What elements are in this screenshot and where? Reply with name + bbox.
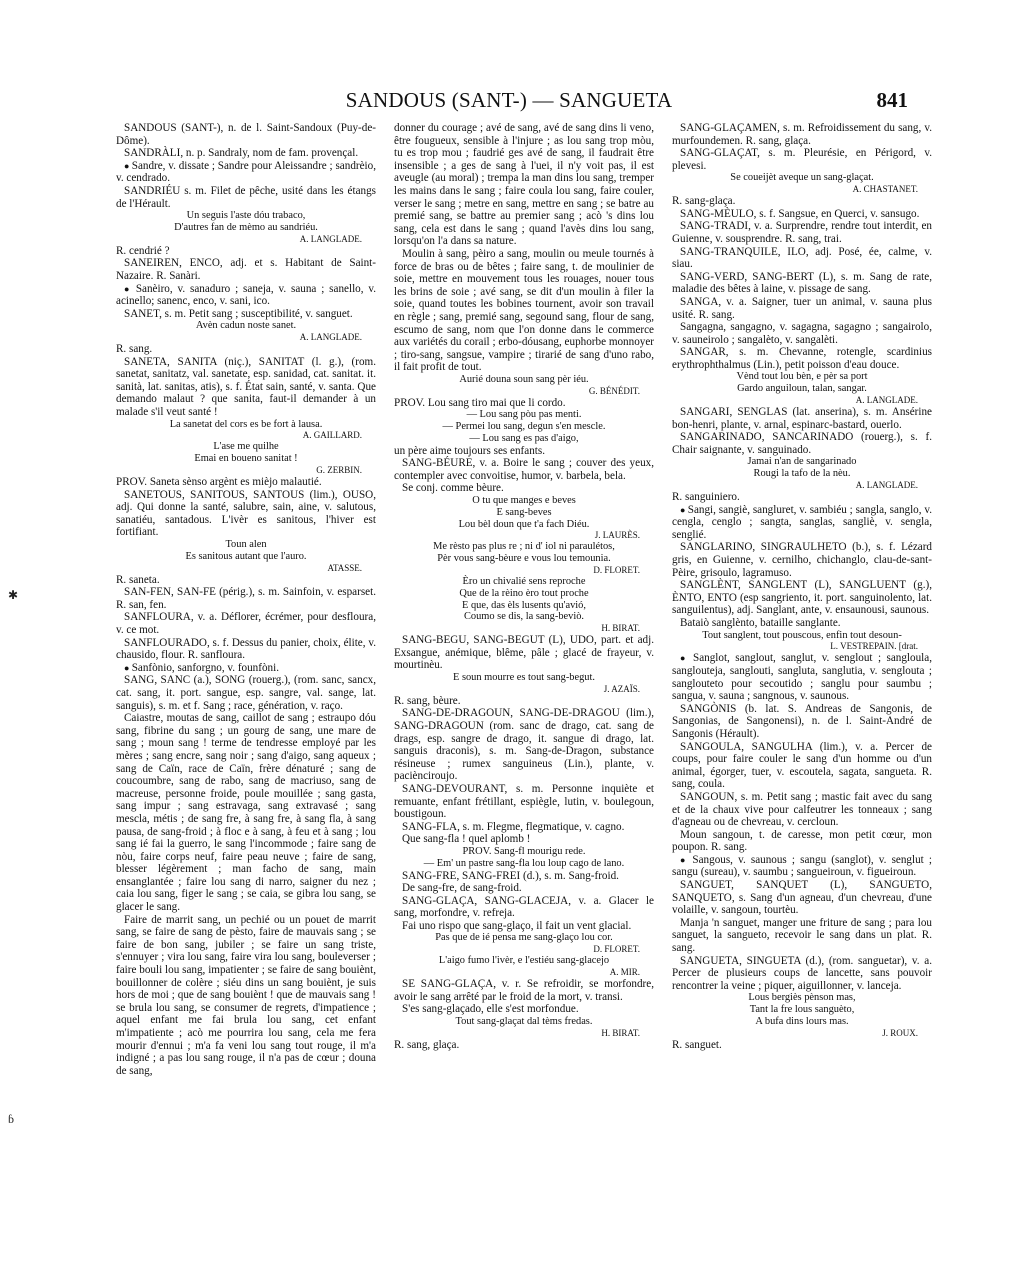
quote-line: Vènd tout lou bèn, e pèr sa port: [736, 371, 868, 383]
quote-author: D. FLORET.: [593, 944, 640, 955]
quote-line: L'ase me quilhe: [213, 441, 279, 453]
dictionary-entry: SANG-GLAÇA, SANG-GLACEJA, v. a. Glacer le sang, morfondre, v. refreja.: [394, 894, 654, 920]
quote-line: Gardo anguiloun, talan, sangar.: [737, 383, 867, 395]
quote-line: PROV. Sang-fl mourigu rede.: [462, 845, 586, 857]
dictionary-entry: R. sang-glaça.: [672, 195, 736, 208]
quote-author: G. ZERBIN.: [316, 465, 362, 476]
dictionary-entry: R. sanguiniero.: [672, 491, 740, 504]
dictionary-entry: SANETA, SANITA (niç.), SANITAT (l. g.), (rom. sanetat, sanitatz, val. sanetate, esp. sanidad, cat. sanitat. it. sanità, lat. sanitas, atis), s. f. État sain, santé, v. santa. Que demando malaut ? que sanita, faut-il demander à un malade s'il veut santé !: [116, 355, 376, 419]
dictionary-entry: SANGLARINO, SINGRAULHETO (b.), s. f. Lézard gris, en Guienne, v. cernilho, chichanglo, clau-de-sant-Pèire, grisoulo, lagramuso.: [672, 541, 932, 579]
dictionary-entry: R. cendrié ?: [116, 244, 170, 257]
quote-line: E soun mourre es tout sang-begut.: [453, 671, 595, 683]
dictionary-entry: Sangagna, sangagno, v. sagagna, sagagno ; sangairolo, v. sauneirolo ; sangalèto, v. sangalèti.: [672, 321, 932, 346]
dictionary-entry: Caiastre, moutas de sang, caillot de sang ; estraupo dóu sang, fibrine du sang ; un gourg de sang, une mare de sang ; moun sang ! terme de tendresse employé par les mères ; sang encre, sang noir ; sang d'aigo, sang aqueux ; sang de Caïn, race de Caïn, frère dénaturé ; sang de coucoumbre, sang de rabo, sang de macriuso, sang de macreuse, personne froide, poule mouillée ; sang gasta, sang impur ; sang estravaga, sang extravasé ; sang mescla, métis ; de sang fre, à sang fre, à sang fla, à sang pausa, de sang-froid ; à floc e à sang, à feu et à sang ; lou sang ié fai la guerro, le sang l'incommode ; faire sang de nòu, faire corps neuf, faire peau neuve ; faire de sang, blesser légèrement ; man facho de sang, main ensanglantée ; faire lou sang di narro, saigner du nez ; caia lou sang, figer le sang ; se caia, se gibra lou sang, se glacer le sang.: [116, 712, 376, 914]
dictionary-entry: un père aime toujours ses enfants.: [394, 444, 545, 457]
dictionary-entry: SANGOULA, SANGULHA (lim.), v. a. Percer de coups, pour faire couler le sang d'un homme ou d'un animal, égorger, tuer, v. escoutela, sagata, sangueta. R. sang, coula.: [672, 740, 932, 791]
quote-line: O tu que manges e beves: [472, 495, 576, 507]
quote-author: A. LANGLADE.: [299, 233, 362, 244]
dictionary-entry: SANETOUS, SANITOUS, SANTOUS (lim.), OUSO, adj. Qui donne la santé, salubre, sain, aine, v. salutous, sanatiéu, santadous. L'ivèr es sanitous, l'hiver est fortifiant.: [116, 488, 376, 539]
quote-line: Èro un chivalié sens reproche: [462, 576, 586, 588]
dictionary-entry: SANG-DE-DRAGOUN, SANG-DE-DRAGOU (lim.), SANG-DRAGOUN (rom. sanc de drago, cat. sang de drags, esp. sangre de drago, it. sangue di drago, lat. sanguis draconis), s. m. Sang-de-Dragon, substance résineuse ; rumex sanguineus (Lin.), plante, v. paciènciroujo.: [394, 707, 654, 783]
quote-author: A. LANGLADE.: [855, 395, 918, 406]
quote-line: Tout sang-glaçat dal tèms fredas.: [455, 1015, 593, 1027]
dictionary-entry: R. sang, glaça.: [394, 1038, 460, 1051]
dictionary-entry: SANGUETA, SINGUETA (d.), (rom. sanguetar), v. a. Percer de plusieurs coups de lancette, sans pouvoir rencontrer la veine ; piquer, aiguillonner, v. lanceja.: [672, 954, 932, 992]
dictionary-entry: SANG, SANC (a.), SONG (rouerg.), (rom. sanc, sancx, cat. sang, it. port. sangue, esp. sangre, val. sange, lat. sanguis), s. m. et f. Sang ; race, génération, v. raço.: [116, 674, 376, 712]
dictionary-entry: R. sang.: [116, 343, 153, 356]
dictionary-entry: S'es sang-glaçado, elle s'est morfondue.: [402, 1003, 579, 1016]
quote-line: Tant la fre lous sanguèto,: [749, 1004, 855, 1016]
quote-author: ATASSE.: [327, 562, 362, 573]
quote-author: J. LAURÈS.: [594, 530, 640, 541]
dictionary-entry: ● Sanglot, sanglout, sanglut, v. senglout ; sangloula, sanglouteja, sanglouti, sanglutа, sanglutia, v. senglouta ; sanglouteto pour secoutido ; sanglu pour saumbu ; sangua, v. sauna ; sangnous, v. saunous.: [672, 652, 932, 702]
quote-line: — Em' un pastre sang-fla lou loup cago de lano.: [423, 857, 625, 869]
dictionary-entry: SANG-VERD, SANG-BERT (L), s. m. Sang de rate, maladie des bêtes à laine, v. pissage de sang.: [672, 270, 932, 296]
dictionary-entry: SANG-FRE, SANG-FREI (d.), s. m. Sang-froid.: [402, 869, 619, 882]
page-number: 841: [876, 88, 908, 112]
quote-line: — Lou sang es pas d'aigo,: [469, 432, 579, 444]
quote-author: G. BÉNÉDIT.: [588, 385, 640, 396]
dictionary-entry: ● Sandre, v. dissate ; Sandre pour Aleissandre ; sandrèio, v. cendrado.: [116, 160, 376, 185]
dictionary-entry: SANDRIÉU s. m. Filet de pêche, usité dans les étangs de l'Hérault.: [116, 184, 376, 210]
dictionary-entry: SANG-GLAÇAT, s. m. Pleurésie, en Périgord, v. plevesi.: [672, 147, 932, 172]
quote-line: D'autres fan de mèmo au sandriéu.: [174, 221, 318, 233]
dictionary-entry: SANGARI, SENGLAS (lat. anserina), s. m. Ansérine bon-henri, plante, v. arnal, espinarc-bastard, ouerlo.: [672, 406, 932, 431]
quote-line: — Permei lou sang, degun s'en mescle.: [442, 421, 606, 433]
quote-line: Emai en boueno sanitat !: [194, 453, 298, 465]
dictionary-entry: R. sang, bèure.: [394, 694, 461, 707]
quote-line: E que, das èls lusents qu'avió,: [462, 599, 586, 611]
quote-author: H. BIRAT.: [601, 1027, 640, 1038]
dictionary-entry: Faire de marrit sang, un pechié ou un pouet de marrit sang, se faire de sang de pèsto, faire de mauvais sang ; se faire de bon sang, jubiler ; se faire un sang triste, s'ennuyer ; vira lou sang, faire vira lou sang, bouleverser ; faire bouli lou sang, impatienter ; se faire de sang bouiènt, bouillonner de colère ; siéu dins un sang bouiènt, je suis hors de moi ; que de sang bouiènt ! que de mauvais sang ! se brula lou sang, se consumer de regrets, d'impatience ; aquel enfant me fai brula lou sang, cet enfant m'impatiente ; acò me pourrira lou sang, cela me fera mourir d'ennui ; m'a fa veni lou sang tout rouge, il m'a indigné ; a pas lou sang rouge, il n'a pas de cœur ; douna de sang,: [116, 913, 376, 1077]
dictionary-entry: SANG-MÈULO, s. f. Sangsue, en Querci, v. sansugo.: [680, 207, 920, 220]
quote-line: Coumo se dis, la sang-beviò.: [463, 611, 585, 623]
column-right: [672, 122, 932, 1051]
dictionary-entry: SANFLOURA, v. a. Déflorer, écrémer, pour desflourа, v. ce mot.: [116, 611, 376, 636]
quote-author: L. VESTREPAIN. [drat.: [830, 641, 918, 652]
dictionary-entry: SANG-FLA, s. m. Flegme, flegmatique, v. cagno.: [402, 820, 625, 833]
page-header: [116, 88, 908, 116]
quote-line: A bufa dins lours mas.: [755, 1016, 849, 1027]
quote-line: Pèr vous sang-bèure e vous lou temouniа.: [437, 553, 611, 565]
quote-line: Rougi la tafo de la nèu.: [753, 468, 851, 480]
quote-line: Es sanitous autant que l'auro.: [185, 550, 307, 562]
column-left: [116, 122, 376, 1077]
quote-line: E sang-beves: [496, 506, 552, 518]
dictionary-entry: SANG-TRADI, v. a. Surprendre, rendre tout interdit, en Guienne, v. sousprendre. R. sang, trai.: [672, 220, 932, 245]
dictionary-entry: Que sang-fla ! quel aplomb !: [402, 833, 531, 846]
dictionary-entry: De sang-fre, de sang-froid.: [402, 882, 522, 895]
quote-line: Me rèsto pas plus re ; ni d' iol ni paraulétos,: [433, 541, 615, 553]
quote-author: H. BIRAT.: [601, 623, 640, 634]
dictionary-entry: SANGÒNIS (b. lat. S. Andreas de Sangonis, de Sangonias, de Sangonensi), n. de l. Saint-André de Sangonis (Hérault).: [672, 702, 932, 740]
dictionary-entry: SANDRÀLI, n. p. Sandraly, nom de fam. provençal.: [124, 147, 359, 160]
dictionary-entry: SANG-DEVOURANT, s. m. Personne inquiète et remuante, enfant frétillant, espiègle, lutin, v. boulegoun, boustigoun.: [394, 782, 654, 821]
dictionary-entry: R. saneta.: [116, 573, 160, 586]
dictionary-entry: SANGARINADO, SANCARINADO (rouerg.), s. f. Chair saignante, v. sanguinado.: [672, 431, 932, 456]
quote-line: La sanetat del cors es be fort à lausa.: [169, 418, 323, 430]
quote-line: Jamai n'an de sangarinado: [747, 456, 857, 468]
quote-line: Se coueijèt aveque un sang-glaçat.: [730, 172, 874, 184]
dictionary-entry: R. sanguet.: [672, 1038, 722, 1051]
dictionary-entry: ● Sanèiro, v. sanaduro ; saneja, v. sauna ; sanello, v. acinello; sanenc, enco, v. sani, ico.: [116, 283, 376, 308]
quote-line: Lou bèl doun que t'a fach Diéu.: [458, 518, 590, 530]
dictionary-entry: SANGA, v. a. Saigner, tuer un animal, v. sauna plus usité. R. sang.: [672, 295, 932, 321]
quote-author: A. CHASTANET.: [852, 184, 918, 195]
column-middle: [394, 122, 654, 1051]
quote-line: Lous bergiès pènson mas,: [748, 992, 856, 1004]
quote-line: Avèn cadun noste sanet.: [195, 320, 297, 332]
dictionary-entry: SANG-BEGU, SANG-BEGUT (L), UDO, part. et adj. Exsangue, anémique, blême, pâle ; glacé de frayeur, v. mourtinèu.: [394, 634, 654, 672]
quote-line: Aurié douna soun sang pèr iéu.: [459, 373, 589, 385]
dictionary-entry: ● Sanfònio, sanforgno, v. founfòni.: [116, 662, 376, 675]
dictionary-entry: SANGOUN, s. m. Petit sang ; mastic fait avec du sang et de la chaux vive pour calfeutrer les tonneaux ; sang d'agneau ou de chevreau, v. cercloun.: [672, 790, 932, 829]
quote-line: — Lou sang pòu pas menti.: [466, 409, 582, 421]
dictionary-entry: SAN-FEN, SAN-FE (périg.), s. m. Sainfoin, v. esparset. R. san, fen.: [116, 586, 376, 611]
quote-line: Que de la rèino èro tout proche: [459, 587, 589, 599]
quote-author: D. FLORET.: [593, 565, 640, 576]
dictionary-entry: PROV. Saneta sènso argènt es mièjo malautié.: [116, 476, 322, 489]
dictionary-entry: SANDOUS (SANT-), n. de l. Saint-Sandoux (Puy-de-Dôme).: [116, 122, 376, 147]
dictionary-entry: SANET, s. m. Petit sang ; susceptibilité, v. sanguet.: [124, 307, 353, 320]
dictionary-entry: SANG-TRANQUILE, ILO, adj. Posé, ée, calme, v. siau.: [672, 245, 932, 271]
dictionary-entry: SANEIREN, ENCO, adj. et s. Habitant de Saint-Nazaire. R. Sanàri.: [116, 257, 376, 282]
dictionary-entry: Se conj. comme bèure.: [402, 482, 504, 495]
quote-author: J. ROUX.: [882, 1027, 918, 1038]
dictionary-entry: SANFLOURADO, s. f. Dessus du panier, choix, élite, v. chausido, flour. R. sanfloura.: [116, 636, 376, 662]
quote-line: Pas que de ié pensa me sang-glaço lou cor.: [435, 932, 613, 944]
margin-mark-icon: ɓ: [8, 1112, 14, 1126]
dictionary-entry: SANGAR, s. m. Chevanne, rotengle, scardinius erythrophthalmus (Lin.), petit poisson d'eau douce.: [672, 346, 932, 371]
dictionary-entry: Moun sangoun, t. de caresse, mon petit cœur, mon poupon. R. sang.: [672, 828, 932, 854]
running-title: SANDOUS (SANT-) — SANGUETA: [345, 88, 673, 112]
dictionary-entry: SANG-GLAÇAMEN, s. m. Refroidissement du sang, v. murfoundemen. R. sang, glaça.: [672, 122, 932, 147]
dictionary-entry: Bataiò sanglènto, bataille sanglante.: [680, 616, 841, 629]
dictionary-entry: SANG-BÉURE, v. a. Boire le sang ; couver des yeux, contempler avec convoitise, humor, v. barbela, bela.: [394, 457, 654, 482]
quote-line: L'aigo fumo l'ivèr, e l'estiéu sang-glacejo: [438, 955, 610, 967]
quote-line: Un seguis l'aste dóu trabaco,: [186, 210, 306, 222]
quote-line: Tout sanglent, tout pouscous, enfin tout desoun-: [702, 629, 902, 641]
dictionary-entry: ● Sangous, v. saunous ; sangu (sanglot), v. senglut ; sangu (sureau), v. saumbu ; sangueiroun, v. figueiroun.: [672, 854, 932, 879]
dictionary-entry: donner du courage ; avé de sang, avé de sang dins li veno, être fougueux, sensible à l'injure ; as lou sang trop mòu, tu es trop mou ; faudrié ges avé de sang, il faudrait être insensible ; a ges de sang à l'uei, il n'y voit pas, il est aveugle (au moral) ; trempa la man dins lou sang, tremper les mains dans le sang ; faire coula lou sang, faire couler, verser le sang ; metre en sang, mettre en sang ; se batre au premié sang, se battre au premier sang ; acò 's dins lou sang, cela est dans le sang ; quand l'avès dins lou sang, lorsqu'on l'a dans sa nature.: [394, 122, 654, 248]
quote-author: A. GAILLARD.: [302, 430, 362, 441]
dictionary-entry: Fai uno rispo que sang-glaço, il fait un vent glacial.: [402, 919, 632, 932]
dictionary-entry: Manja 'n sanguet, manger une friture de sang ; para lou sanguet, la sangueto, recevoir le sang dans un plat. R. sang.: [672, 916, 932, 955]
dictionary-entry: Moulin à sang, pèiro a sang, moulin ou meule tournés à force de bras ou de bêtes ; faire sang, t. de moulinier de soie, mettre en mouvement tous les rouages, nouer tous les brins de soie ; avé sang, se dit d'un moulin à filer la soie, quand toutes les bobines tournent, avoir son travail en règle ; sang, premié sang, segound sang, flour de sang, escumo de sang, nom que l'on donne dans le commerce aux variétés du corail ; erbo-dóusang, euphorbe monnoyer ; tiro-sang, sangsue, vampire ; tirarié de sang d'uno rabo, il fait profit de tout.: [394, 247, 654, 374]
quote-author: A. MIR.: [609, 967, 640, 978]
quote-author: A. LANGLADE.: [299, 332, 362, 343]
dictionary-entry: PROV. Lou sang tiro mai que li cordo.: [394, 396, 566, 409]
dictionary-entry: SE SANG-GLAÇA, v. r. Se refroidir, se morfondre, avoir le sang arrêté par le froid de la mort, v. transi.: [394, 978, 654, 1003]
dictionary-entry: SANGLÈNT, SANGLENT (L), SANGLUENT (g.), ÈNTO, ENTO (esp sangriento, it. port. sanguinolento, lat. sanguilentus), adj. Sanglant, ante, v. ensaunousi, saunous.: [672, 579, 932, 617]
margin-mark-icon: ✱: [8, 588, 19, 602]
quote-author: J. AZAÏS.: [603, 683, 640, 694]
quote-author: A. LANGLADE.: [855, 480, 918, 491]
dictionary-entry: ● Sangi, sangiè, sangluret, v. sambiéu ; sangla, sanglo, v. cengla, cenglo ; sangta, sanglas, sangliè, v. sengla, senglié.: [672, 504, 932, 542]
dictionary-entry: SANGUET, SANQUET (L), SANGUETO, SANQUETO, s. Sang d'un agneau, d'un chevreau, d'une volaille, v. sangoun, tourtèu.: [672, 879, 932, 917]
quote-line: Toun alen: [225, 539, 267, 551]
